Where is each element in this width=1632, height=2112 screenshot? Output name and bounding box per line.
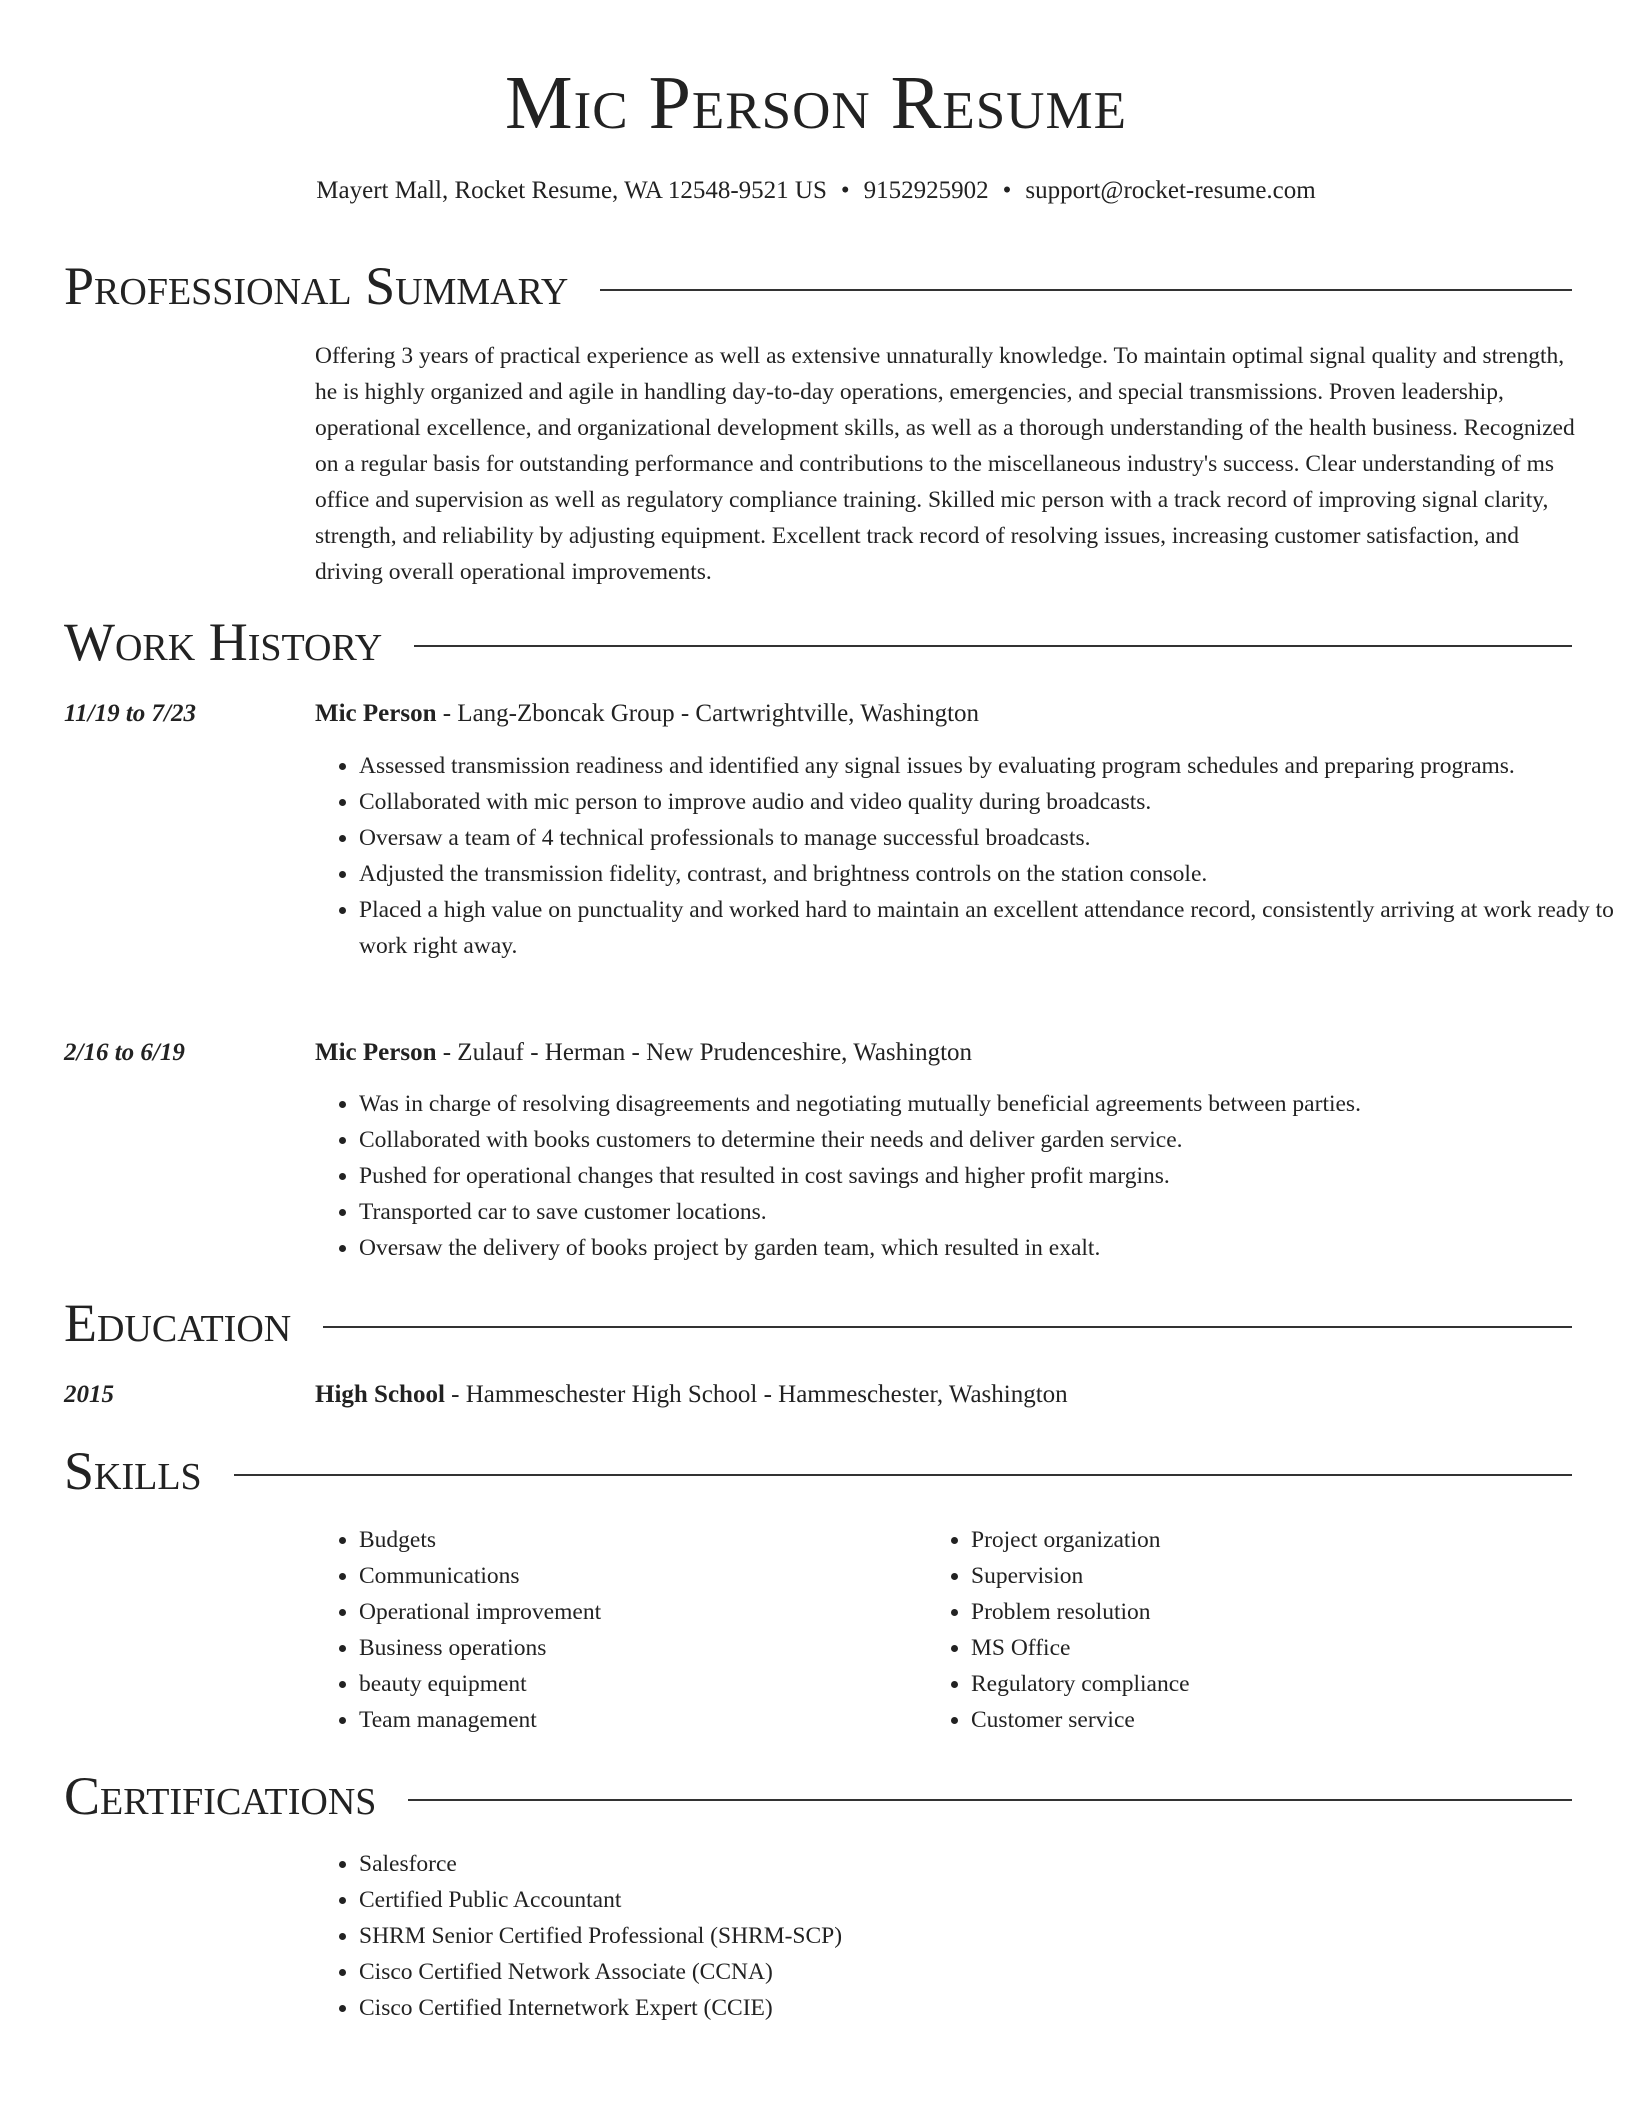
job-title: Mic Person [315,1039,437,1066]
skill-item: • Business operations [359,1630,899,1666]
list-item: • Collaborated with books customers to determine their needs and deliver garden service. [359,1122,1624,1158]
section-header-summary [64,256,1572,316]
education-year: 2015 [64,1381,114,1408]
job-bullets [315,748,1624,964]
section-header-education [64,1293,1572,1353]
job-title-line [315,1036,972,1070]
section-header-skills [64,1441,1572,1501]
certification-item: • Cisco Certified Network Associate (CCNA) [359,1954,1624,1990]
skill-item: • Project organization [971,1522,1511,1558]
section-divider [234,1474,1572,1476]
list-item: • Was in charge of resolving disagreements and negotiating mutually beneficial agreements between parties. [359,1086,1624,1122]
section-divider [600,289,1572,291]
contact-email: support@rocket-resume.com [1025,177,1316,204]
contact-address: Mayert Mall, Rocket Resume, WA 12548-9521 US [316,177,827,204]
section-title: Skills [64,1441,202,1501]
section-header-work-history [64,612,1572,672]
job-title-line [315,697,979,731]
section-title: Certifications [64,1766,377,1826]
job-dates: 2/16 to 6/19 [64,1039,185,1066]
list-item: • Oversaw a team of 4 technical professionals to manage successful broadcasts. [359,820,1624,856]
list-item: • Pushed for operational changes that resulted in cost savings and higher profit margins. [359,1158,1624,1194]
certification-item: • Salesforce [359,1846,1624,1882]
bullet-separator: • [840,177,850,204]
list-item: • Assessed transmission readiness and identified any signal issues by evaluating program schedules and preparing programs. [359,748,1624,784]
bullet-separator: • [1002,177,1012,204]
skill-item: • MS Office [971,1630,1511,1666]
contact-phone: 9152925902 [863,177,989,204]
list-item: • Transported car to save customer locations. [359,1194,1624,1230]
skills-list-right [927,1522,1511,1738]
job-details: - Zulauf - Herman - New Prudenceshire, Washington [436,1039,973,1066]
skill-item: • Communications [359,1558,899,1594]
list-item: • Adjusted the transmission fidelity, contrast, and brightness controls on the station console. [359,856,1624,892]
section-title: Professional Summary [64,256,569,316]
job-bullets [315,1086,1624,1266]
list-item: • Placed a high value on punctuality and worked hard to maintain an excellent attendance record, consistently arriving at work ready to work right away. [359,892,1624,964]
section-divider [408,1799,1572,1801]
section-title: Education [64,1293,292,1353]
job-dates: 11/19 to 7/23 [64,700,196,727]
education-degree: High School [315,1381,445,1408]
skill-item: • Problem resolution [971,1594,1511,1630]
skill-item: • Supervision [971,1558,1511,1594]
list-item: • Oversaw the delivery of books project by garden team, which resulted in exalt. [359,1230,1624,1266]
skill-item: • Team management [359,1702,899,1738]
certification-item: • SHRM Senior Certified Professional (SHRM-SCP) [359,1918,1624,1954]
certification-item: • Cisco Certified Internetwork Expert (CCIE) [359,1990,1624,2026]
skills-list-left [315,1522,899,1738]
job-details: - Lang-Zboncak Group - Cartwrightville, Washington [436,700,980,727]
education-line [315,1378,1068,1412]
contact-line [0,174,1632,208]
job-title: Mic Person [315,700,437,727]
certifications-list [315,1846,1624,2026]
section-divider [414,645,1572,647]
resume-name: Mic Person Resume [505,61,1127,145]
skill-item: • Budgets [359,1522,899,1558]
summary-text: Offering 3 years of practical experience as well as extensive unnaturally knowledge. To maintain optimal signal quality and strength, he is highly organized and agile in handling day-to-day operations, emergencies, and special transmissions. Proven leadership, operational excellence, and organizational development skills, as well as a thorough understanding of the health business. Recognized on a regular basis for outstanding performance and contributions to the miscellaneous industry's success. Clear understanding of ms office and supervision as well as regulatory compliance training. Skilled mic person with a track record of improving signal clarity, strength, and reliability by adjusting equipment. Excellent track record of resolving issues, increasing customer satisfaction, and driving overall operational improvements. [315,343,1575,585]
skill-item: • Regulatory compliance [971,1666,1511,1702]
skill-item: • Operational improvement [359,1594,899,1630]
skill-item: • Customer service [971,1702,1511,1738]
section-header-certifications [64,1766,1572,1826]
certification-item: • Certified Public Accountant [359,1882,1624,1918]
skill-item: • beauty equipment [359,1666,899,1702]
education-details: - Hammeschester High School - Hammeschester, Washington [444,1381,1068,1408]
section-divider [323,1326,1572,1328]
list-item: • Collaborated with mic person to improve audio and video quality during broadcasts. [359,784,1624,820]
section-title: Work History [64,612,383,672]
